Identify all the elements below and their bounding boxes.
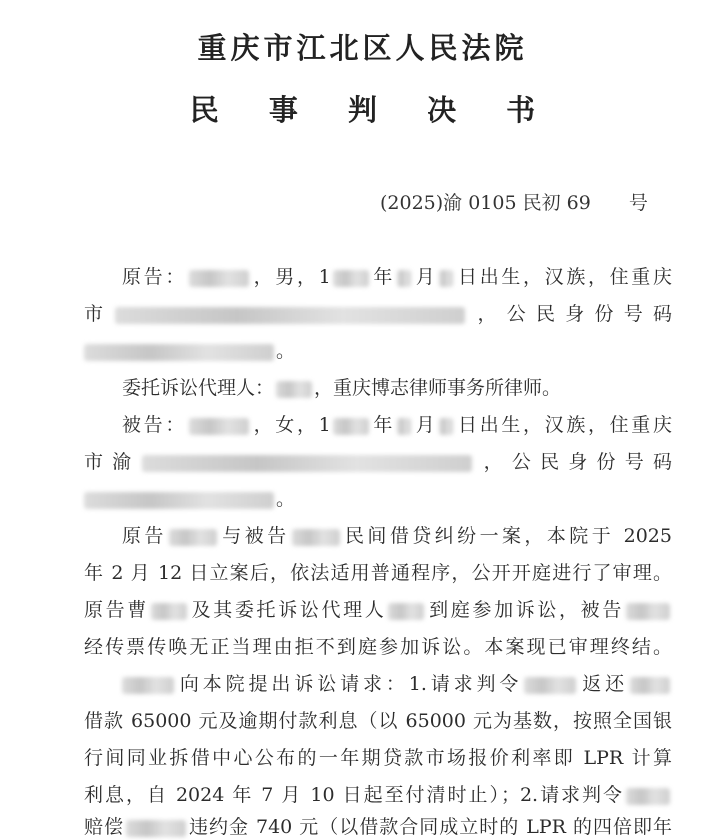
text-segment: 年 [370, 414, 396, 436]
text-segment: 市渝 [84, 451, 141, 473]
text-segment: 到庭参加诉讼，被告 [426, 599, 624, 621]
text-segment: 民间借贷纠纷一案，本院于 2025 [341, 525, 672, 547]
text-segment: 原告： [122, 266, 187, 288]
text-segment: 原告 [122, 525, 167, 547]
text-segment: ，女，1 [250, 414, 331, 436]
text-segment: 市 [84, 303, 114, 325]
redacted-id-number [84, 344, 274, 361]
plaintiff-line-2 [84, 299, 672, 326]
defendant-line-1 [122, 410, 672, 437]
text-segment: 原告曹 [84, 599, 149, 621]
defendant-line-2 [84, 447, 672, 474]
claims-line-4 [84, 780, 672, 807]
redacted-month [397, 270, 411, 287]
redacted-year [333, 270, 369, 287]
text-segment: 返还 [578, 673, 628, 695]
text-segment: 与被告 [218, 525, 290, 547]
redacted-name [189, 418, 249, 435]
text-segment: 日出生，汉族，住重庆 [455, 414, 672, 436]
claims-line-1 [122, 669, 672, 696]
claims-line-5 [84, 812, 672, 839]
redacted-name [524, 677, 576, 694]
text-segment: ，重庆博志律师事务所律师。 [314, 377, 562, 399]
redacted-name [122, 677, 174, 694]
redacted-name [630, 677, 670, 694]
redacted-name [626, 788, 670, 805]
case-number: (2025)渝 0105 民初 69 号 [380, 192, 648, 214]
agent-line [122, 373, 672, 400]
text-segment: 。 [276, 488, 296, 510]
text-segment: ，公民身份号码 [474, 451, 672, 473]
text-segment: 。 [276, 340, 296, 362]
redacted-month [397, 418, 411, 435]
text-segment: 委托诉讼代理人： [122, 377, 275, 399]
text-segment: ，男，1 [250, 266, 331, 288]
text-segment: 赔偿 [84, 816, 124, 838]
case-paragraph-line-3 [84, 595, 672, 622]
text-segment: 年 [370, 266, 396, 288]
claims-line-2: 借款 65000 元及逾期付款利息（以 65000 元为基数，按照全国银 [84, 710, 672, 732]
case-paragraph-line-2: 年 2 月 12 日立案后，依法适用普通程序，公开开庭进行了审理。 [84, 562, 672, 584]
text-segment: 月 [413, 266, 438, 288]
text-segment: 向本院提出诉讼请求：1.请求判令 [176, 673, 523, 695]
plaintiff-line-3 [84, 336, 672, 363]
redacted-name [626, 603, 670, 620]
document-type-title: 民 事 判 决 书 [189, 93, 556, 127]
redacted-year [333, 418, 369, 435]
text-segment: 日出生，汉族，住重庆 [455, 266, 672, 288]
claims-line-3: 行间同业拆借中心公布的一年期贷款市场报价利率即 LPR 计算 [84, 747, 672, 769]
redacted-id-number [84, 492, 274, 509]
text-segment: 及其委托诉讼代理人 [188, 599, 387, 621]
redacted-name [388, 603, 424, 620]
case-paragraph-line-1 [122, 521, 672, 548]
court-name: 重庆市江北区人民法院 [197, 31, 528, 65]
redacted-name [169, 529, 217, 546]
text-segment: 被告： [122, 414, 187, 436]
text-segment: ，公民身份号码 [467, 303, 672, 325]
redacted-name [189, 270, 249, 287]
redacted-day [439, 270, 453, 287]
redacted-address [142, 455, 472, 472]
redacted-day [439, 418, 453, 435]
text-segment: 利息，自 2024 年 7 月 10 日起至付清时止）；2.请求判令 [84, 784, 624, 806]
redacted-address [115, 307, 465, 324]
redacted-name [151, 603, 187, 620]
text-segment: 违约金 740 元（以借款合同成立时的 LPR 的四倍即年 [188, 816, 672, 838]
case-paragraph-line-4: 经传票传唤无正当理由拒不到庭参加诉讼。本案现已审理终结。 [84, 636, 672, 658]
defendant-line-3 [84, 484, 672, 511]
redacted-name [292, 529, 340, 546]
plaintiff-line-1 [122, 262, 672, 289]
redacted-agent-name [276, 381, 312, 398]
redacted-name [126, 820, 186, 837]
text-segment: 月 [413, 414, 438, 436]
